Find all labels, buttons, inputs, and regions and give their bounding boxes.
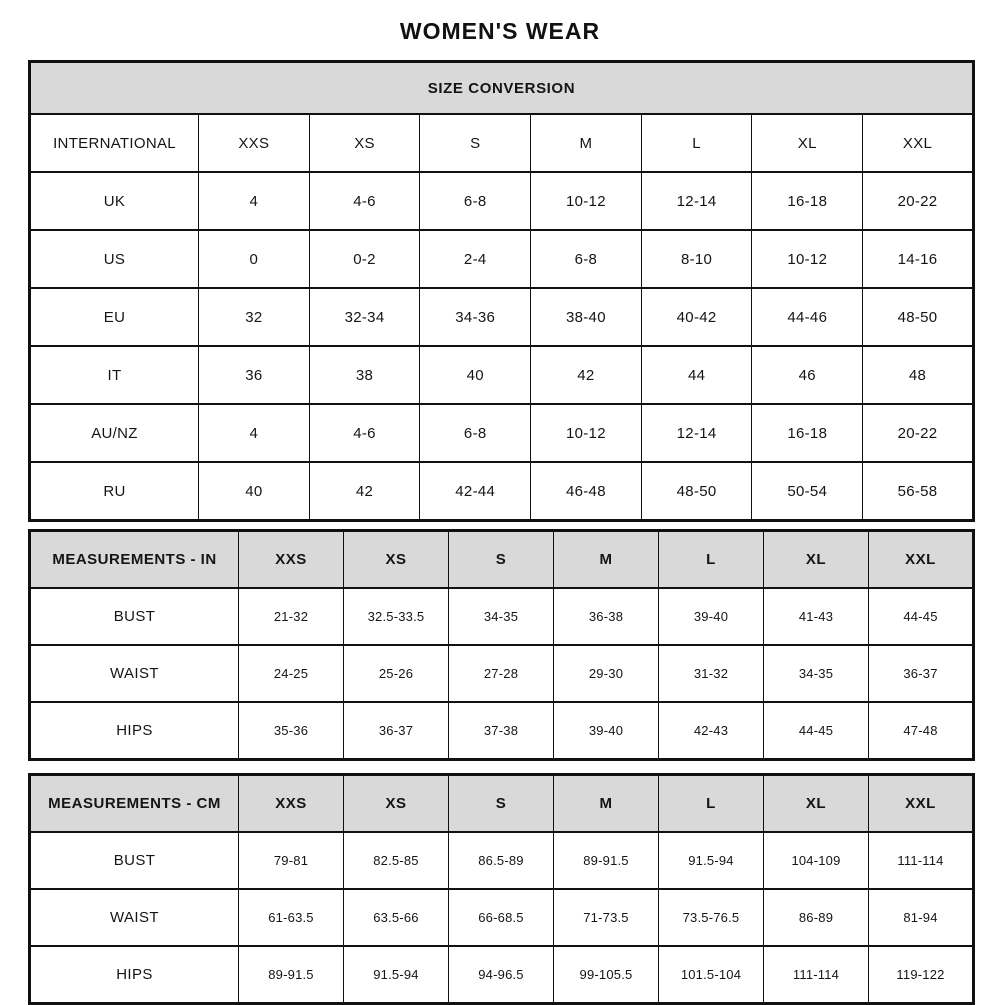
row-label-cell: RU <box>30 462 199 521</box>
table-spacer <box>28 522 972 529</box>
value-cell: 94-96.5 <box>449 946 554 1004</box>
value-cell: 16-18 <box>752 404 863 462</box>
header-label-cell: MEASUREMENTS - CM <box>30 775 239 833</box>
size-header-cell: L <box>659 531 764 589</box>
value-cell: 14-16 <box>863 230 974 288</box>
value-cell: 36-37 <box>869 645 974 702</box>
size-header-cell: XXL <box>869 531 974 589</box>
value-cell: 32.5-33.5 <box>344 588 449 645</box>
value-cell: 34-35 <box>764 645 869 702</box>
size-header-cell: S <box>449 775 554 833</box>
header-label-cell: INTERNATIONAL <box>30 114 199 172</box>
value-cell: 37-38 <box>449 702 554 760</box>
value-cell: 6-8 <box>420 404 531 462</box>
value-cell: 82.5-85 <box>344 832 449 889</box>
value-cell: 39-40 <box>659 588 764 645</box>
value-cell: 2-4 <box>420 230 531 288</box>
value-cell: 86-89 <box>764 889 869 946</box>
table-banner: SIZE CONVERSION <box>30 62 974 115</box>
value-cell: 0 <box>199 230 310 288</box>
value-cell: 38-40 <box>531 288 642 346</box>
value-cell: 38 <box>309 346 420 404</box>
value-cell: 8-10 <box>641 230 752 288</box>
row-label-cell: IT <box>30 346 199 404</box>
value-cell: 81-94 <box>869 889 974 946</box>
table-row <box>30 946 974 1004</box>
value-cell: 4-6 <box>309 172 420 230</box>
value-cell: 44-45 <box>764 702 869 760</box>
size-header-cell: M <box>531 114 642 172</box>
row-label-cell: HIPS <box>30 702 239 760</box>
value-cell: 35-36 <box>239 702 344 760</box>
value-cell: 56-58 <box>863 462 974 521</box>
row-label-cell: EU <box>30 288 199 346</box>
value-cell: 20-22 <box>863 404 974 462</box>
header-row <box>30 775 974 833</box>
row-label-cell: US <box>30 230 199 288</box>
table-row <box>30 230 974 288</box>
measurements-cm-table <box>28 773 975 1005</box>
size-header-cell: XL <box>764 531 869 589</box>
size-header-cell: XS <box>344 775 449 833</box>
value-cell: 101.5-104 <box>659 946 764 1004</box>
size-header-cell: L <box>659 775 764 833</box>
size-header-cell: M <box>554 775 659 833</box>
value-cell: 10-12 <box>531 172 642 230</box>
header-row <box>30 114 974 172</box>
table-row <box>30 288 974 346</box>
value-cell: 34-36 <box>420 288 531 346</box>
value-cell: 4 <box>199 404 310 462</box>
size-conversion-table <box>28 60 975 522</box>
value-cell: 99-105.5 <box>554 946 659 1004</box>
value-cell: 46-48 <box>531 462 642 521</box>
value-cell: 44 <box>641 346 752 404</box>
value-cell: 0-2 <box>309 230 420 288</box>
value-cell: 32-34 <box>309 288 420 346</box>
table-row <box>30 832 974 889</box>
value-cell: 42 <box>309 462 420 521</box>
size-header-cell: XS <box>344 531 449 589</box>
value-cell: 86.5-89 <box>449 832 554 889</box>
value-cell: 71-73.5 <box>554 889 659 946</box>
size-header-cell: XXS <box>239 531 344 589</box>
value-cell: 50-54 <box>752 462 863 521</box>
value-cell: 40 <box>199 462 310 521</box>
value-cell: 89-91.5 <box>239 946 344 1004</box>
value-cell: 46 <box>752 346 863 404</box>
table-row <box>30 588 974 645</box>
value-cell: 42-44 <box>420 462 531 521</box>
value-cell: 36-37 <box>344 702 449 760</box>
value-cell: 6-8 <box>531 230 642 288</box>
measurements-in-table <box>28 529 975 761</box>
table-row <box>30 702 974 760</box>
value-cell: 44-46 <box>752 288 863 346</box>
size-header-cell: XXS <box>239 775 344 833</box>
table-row <box>30 462 974 521</box>
value-cell: 40 <box>420 346 531 404</box>
value-cell: 29-30 <box>554 645 659 702</box>
value-cell: 48 <box>863 346 974 404</box>
value-cell: 48-50 <box>863 288 974 346</box>
table-row <box>30 645 974 702</box>
table-row <box>30 346 974 404</box>
value-cell: 104-109 <box>764 832 869 889</box>
value-cell: 91.5-94 <box>344 946 449 1004</box>
value-cell: 39-40 <box>554 702 659 760</box>
value-cell: 10-12 <box>752 230 863 288</box>
value-cell: 12-14 <box>641 404 752 462</box>
row-label-cell: WAIST <box>30 889 239 946</box>
header-label-cell: MEASUREMENTS - IN <box>30 531 239 589</box>
row-label-cell: BUST <box>30 588 239 645</box>
table-spacer <box>28 761 972 773</box>
size-header-cell: XXL <box>863 114 974 172</box>
value-cell: 34-35 <box>449 588 554 645</box>
value-cell: 6-8 <box>420 172 531 230</box>
size-header-cell: XXS <box>199 114 310 172</box>
value-cell: 20-22 <box>863 172 974 230</box>
value-cell: 40-42 <box>641 288 752 346</box>
value-cell: 42 <box>531 346 642 404</box>
table-row <box>30 889 974 946</box>
value-cell: 119-122 <box>869 946 974 1004</box>
size-header-cell: M <box>554 531 659 589</box>
size-header-cell: L <box>641 114 752 172</box>
value-cell: 4 <box>199 172 310 230</box>
row-label-cell: BUST <box>30 832 239 889</box>
value-cell: 47-48 <box>869 702 974 760</box>
value-cell: 91.5-94 <box>659 832 764 889</box>
value-cell: 63.5-66 <box>344 889 449 946</box>
value-cell: 36-38 <box>554 588 659 645</box>
value-cell: 25-26 <box>344 645 449 702</box>
value-cell: 12-14 <box>641 172 752 230</box>
value-cell: 66-68.5 <box>449 889 554 946</box>
header-row <box>30 531 974 589</box>
page-title: WOMEN'S WEAR <box>399 18 601 44</box>
value-cell: 111-114 <box>869 832 974 889</box>
size-header-cell: XL <box>764 775 869 833</box>
value-cell: 48-50 <box>641 462 752 521</box>
value-cell: 4-6 <box>309 404 420 462</box>
value-cell: 24-25 <box>239 645 344 702</box>
value-cell: 16-18 <box>752 172 863 230</box>
value-cell: 79-81 <box>239 832 344 889</box>
banner-row <box>30 62 974 115</box>
value-cell: 31-32 <box>659 645 764 702</box>
value-cell: 44-45 <box>869 588 974 645</box>
size-header-cell: S <box>449 531 554 589</box>
value-cell: 42-43 <box>659 702 764 760</box>
value-cell: 10-12 <box>531 404 642 462</box>
row-label-cell: HIPS <box>30 946 239 1004</box>
size-header-cell: XL <box>752 114 863 172</box>
row-label-cell: UK <box>30 172 199 230</box>
value-cell: 27-28 <box>449 645 554 702</box>
table-row <box>30 172 974 230</box>
row-label-cell: AU/NZ <box>30 404 199 462</box>
value-cell: 73.5-76.5 <box>659 889 764 946</box>
value-cell: 21-32 <box>239 588 344 645</box>
value-cell: 36 <box>199 346 310 404</box>
table-row <box>30 404 974 462</box>
row-label-cell: WAIST <box>30 645 239 702</box>
value-cell: 111-114 <box>764 946 869 1004</box>
size-header-cell: XS <box>309 114 420 172</box>
value-cell: 41-43 <box>764 588 869 645</box>
value-cell: 89-91.5 <box>554 832 659 889</box>
size-header-cell: XXL <box>869 775 974 833</box>
size-header-cell: S <box>420 114 531 172</box>
value-cell: 32 <box>199 288 310 346</box>
value-cell: 61-63.5 <box>239 889 344 946</box>
